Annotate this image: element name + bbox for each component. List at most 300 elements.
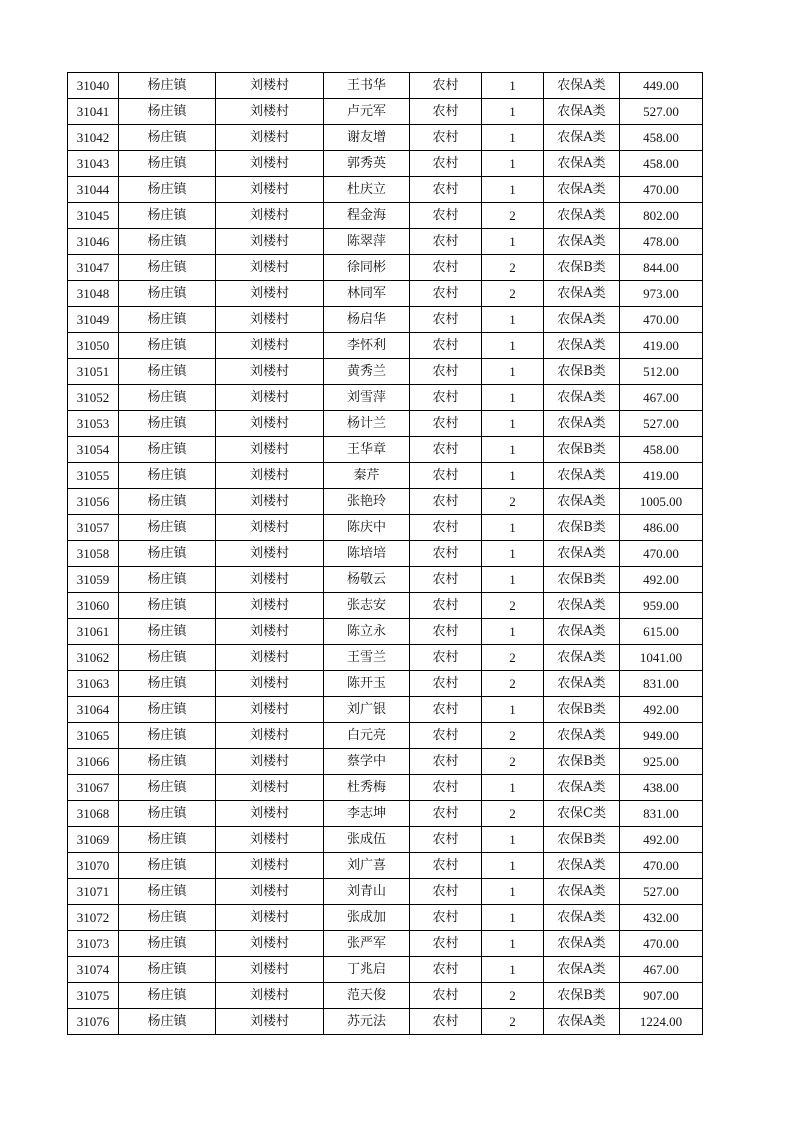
count-cell: 1: [482, 385, 544, 411]
town-cell: 杨庄镇: [119, 437, 216, 463]
area-cell: 农村: [410, 333, 482, 359]
category-cell: 农保A类: [544, 385, 620, 411]
id-cell: 31040: [68, 73, 119, 99]
id-cell: 31055: [68, 463, 119, 489]
amount-cell: 467.00: [620, 957, 703, 983]
village-cell: 刘楼村: [216, 99, 324, 125]
category-cell: 农保A类: [544, 853, 620, 879]
town-cell: 杨庄镇: [119, 645, 216, 671]
table-row: [68, 567, 703, 593]
town-cell: 杨庄镇: [119, 281, 216, 307]
category-cell: 农保A类: [544, 307, 620, 333]
name-cell: 杨敬云: [324, 567, 410, 593]
area-cell: 农村: [410, 983, 482, 1009]
area-cell: 农村: [410, 177, 482, 203]
area-cell: 农村: [410, 749, 482, 775]
town-cell: 杨庄镇: [119, 463, 216, 489]
name-cell: 杜秀梅: [324, 775, 410, 801]
area-cell: 农村: [410, 99, 482, 125]
category-cell: 农保A类: [544, 229, 620, 255]
amount-cell: 1005.00: [620, 489, 703, 515]
count-cell: 1: [482, 73, 544, 99]
town-cell: 杨庄镇: [119, 1009, 216, 1035]
village-cell: 刘楼村: [216, 177, 324, 203]
amount-cell: 419.00: [620, 333, 703, 359]
table-row: [68, 359, 703, 385]
area-cell: 农村: [410, 931, 482, 957]
town-cell: 杨庄镇: [119, 411, 216, 437]
category-cell: 农保A类: [544, 73, 620, 99]
town-cell: 杨庄镇: [119, 99, 216, 125]
id-cell: 31058: [68, 541, 119, 567]
area-cell: 农村: [410, 281, 482, 307]
village-cell: 刘楼村: [216, 359, 324, 385]
id-cell: 31056: [68, 489, 119, 515]
amount-cell: 486.00: [620, 515, 703, 541]
name-cell: 刘雪萍: [324, 385, 410, 411]
town-cell: 杨庄镇: [119, 827, 216, 853]
amount-cell: 949.00: [620, 723, 703, 749]
town-cell: 杨庄镇: [119, 723, 216, 749]
amount-cell: 1041.00: [620, 645, 703, 671]
name-cell: 张成伍: [324, 827, 410, 853]
id-cell: 31047: [68, 255, 119, 281]
count-cell: 1: [482, 125, 544, 151]
count-cell: 1: [482, 853, 544, 879]
town-cell: 杨庄镇: [119, 177, 216, 203]
village-cell: 刘楼村: [216, 437, 324, 463]
name-cell: 陈翠萍: [324, 229, 410, 255]
id-cell: 31068: [68, 801, 119, 827]
table-row: [68, 593, 703, 619]
amount-cell: 470.00: [620, 307, 703, 333]
table-row: [68, 177, 703, 203]
id-cell: 31070: [68, 853, 119, 879]
town-cell: 杨庄镇: [119, 255, 216, 281]
town-cell: 杨庄镇: [119, 333, 216, 359]
town-cell: 杨庄镇: [119, 125, 216, 151]
name-cell: 李怀利: [324, 333, 410, 359]
table-row: [68, 411, 703, 437]
town-cell: 杨庄镇: [119, 801, 216, 827]
amount-cell: 907.00: [620, 983, 703, 1009]
area-cell: 农村: [410, 697, 482, 723]
category-cell: 农保A类: [544, 905, 620, 931]
area-cell: 农村: [410, 645, 482, 671]
count-cell: 2: [482, 723, 544, 749]
area-cell: 农村: [410, 229, 482, 255]
name-cell: 杨计兰: [324, 411, 410, 437]
category-cell: 农保A类: [544, 645, 620, 671]
table-row: [68, 333, 703, 359]
category-cell: 农保A类: [544, 99, 620, 125]
count-cell: 2: [482, 645, 544, 671]
id-cell: 31042: [68, 125, 119, 151]
village-cell: 刘楼村: [216, 775, 324, 801]
id-cell: 31061: [68, 619, 119, 645]
table-row: [68, 73, 703, 99]
village-cell: 刘楼村: [216, 645, 324, 671]
amount-cell: 527.00: [620, 879, 703, 905]
name-cell: 陈立永: [324, 619, 410, 645]
area-cell: 农村: [410, 957, 482, 983]
name-cell: 刘广银: [324, 697, 410, 723]
area-cell: 农村: [410, 905, 482, 931]
amount-cell: 438.00: [620, 775, 703, 801]
category-cell: 农保A类: [544, 723, 620, 749]
category-cell: 农保A类: [544, 411, 620, 437]
table-row: [68, 671, 703, 697]
amount-cell: 512.00: [620, 359, 703, 385]
village-cell: 刘楼村: [216, 281, 324, 307]
id-cell: 31050: [68, 333, 119, 359]
id-cell: 31046: [68, 229, 119, 255]
category-cell: 农保C类: [544, 801, 620, 827]
category-cell: 农保B类: [544, 983, 620, 1009]
category-cell: 农保A类: [544, 333, 620, 359]
count-cell: 2: [482, 671, 544, 697]
count-cell: 1: [482, 515, 544, 541]
village-cell: 刘楼村: [216, 671, 324, 697]
area-cell: 农村: [410, 879, 482, 905]
count-cell: 2: [482, 801, 544, 827]
id-cell: 31052: [68, 385, 119, 411]
id-cell: 31073: [68, 931, 119, 957]
town-cell: 杨庄镇: [119, 671, 216, 697]
id-cell: 31048: [68, 281, 119, 307]
amount-cell: 831.00: [620, 801, 703, 827]
amount-cell: 470.00: [620, 177, 703, 203]
table-row: [68, 775, 703, 801]
name-cell: 陈培培: [324, 541, 410, 567]
table-row: [68, 879, 703, 905]
category-cell: 农保A类: [544, 671, 620, 697]
id-cell: 31043: [68, 151, 119, 177]
count-cell: 2: [482, 281, 544, 307]
count-cell: 1: [482, 333, 544, 359]
table-row: [68, 203, 703, 229]
id-cell: 31062: [68, 645, 119, 671]
area-cell: 农村: [410, 853, 482, 879]
amount-cell: 802.00: [620, 203, 703, 229]
category-cell: 农保A类: [544, 125, 620, 151]
count-cell: 1: [482, 437, 544, 463]
village-cell: 刘楼村: [216, 593, 324, 619]
category-cell: 农保A类: [544, 931, 620, 957]
count-cell: 2: [482, 983, 544, 1009]
table-row: [68, 957, 703, 983]
category-cell: 农保A类: [544, 463, 620, 489]
table-row: [68, 853, 703, 879]
name-cell: 卢元军: [324, 99, 410, 125]
town-cell: 杨庄镇: [119, 385, 216, 411]
amount-cell: 458.00: [620, 125, 703, 151]
count-cell: 2: [482, 489, 544, 515]
table-row: [68, 151, 703, 177]
category-cell: 农保A类: [544, 281, 620, 307]
amount-cell: 470.00: [620, 541, 703, 567]
category-cell: 农保A类: [544, 203, 620, 229]
name-cell: 张志安: [324, 593, 410, 619]
town-cell: 杨庄镇: [119, 749, 216, 775]
table-row: [68, 307, 703, 333]
count-cell: 2: [482, 593, 544, 619]
count-cell: 1: [482, 99, 544, 125]
village-cell: 刘楼村: [216, 515, 324, 541]
count-cell: 1: [482, 307, 544, 333]
area-cell: 农村: [410, 307, 482, 333]
category-cell: 农保A类: [544, 151, 620, 177]
count-cell: 1: [482, 827, 544, 853]
category-cell: 农保B类: [544, 567, 620, 593]
id-cell: 31049: [68, 307, 119, 333]
village-cell: 刘楼村: [216, 983, 324, 1009]
category-cell: 农保A类: [544, 619, 620, 645]
town-cell: 杨庄镇: [119, 697, 216, 723]
town-cell: 杨庄镇: [119, 489, 216, 515]
table-row: [68, 697, 703, 723]
town-cell: 杨庄镇: [119, 593, 216, 619]
name-cell: 程金海: [324, 203, 410, 229]
village-cell: 刘楼村: [216, 853, 324, 879]
id-cell: 31057: [68, 515, 119, 541]
category-cell: 农保B类: [544, 359, 620, 385]
table-row: [68, 723, 703, 749]
area-cell: 农村: [410, 1009, 482, 1035]
table-row: [68, 983, 703, 1009]
area-cell: 农村: [410, 671, 482, 697]
town-cell: 杨庄镇: [119, 931, 216, 957]
village-cell: 刘楼村: [216, 567, 324, 593]
town-cell: 杨庄镇: [119, 853, 216, 879]
table-row: [68, 463, 703, 489]
name-cell: 王华章: [324, 437, 410, 463]
area-cell: 农村: [410, 723, 482, 749]
area-cell: 农村: [410, 489, 482, 515]
name-cell: 白元亮: [324, 723, 410, 749]
amount-cell: 449.00: [620, 73, 703, 99]
town-cell: 杨庄镇: [119, 359, 216, 385]
amount-cell: 527.00: [620, 99, 703, 125]
town-cell: 杨庄镇: [119, 151, 216, 177]
village-cell: 刘楼村: [216, 203, 324, 229]
town-cell: 杨庄镇: [119, 515, 216, 541]
count-cell: 1: [482, 151, 544, 177]
town-cell: 杨庄镇: [119, 229, 216, 255]
area-cell: 农村: [410, 567, 482, 593]
area-cell: 农村: [410, 255, 482, 281]
id-cell: 31063: [68, 671, 119, 697]
count-cell: 1: [482, 541, 544, 567]
village-cell: 刘楼村: [216, 619, 324, 645]
village-cell: 刘楼村: [216, 385, 324, 411]
count-cell: 1: [482, 177, 544, 203]
id-cell: 31067: [68, 775, 119, 801]
village-cell: 刘楼村: [216, 801, 324, 827]
table-row: [68, 801, 703, 827]
category-cell: 农保B类: [544, 749, 620, 775]
area-cell: 农村: [410, 827, 482, 853]
amount-cell: 831.00: [620, 671, 703, 697]
count-cell: 1: [482, 411, 544, 437]
count-cell: 1: [482, 463, 544, 489]
amount-cell: 458.00: [620, 437, 703, 463]
id-cell: 31065: [68, 723, 119, 749]
id-cell: 31064: [68, 697, 119, 723]
table-row: [68, 905, 703, 931]
area-cell: 农村: [410, 125, 482, 151]
amount-cell: 959.00: [620, 593, 703, 619]
table-row: [68, 931, 703, 957]
village-cell: 刘楼村: [216, 489, 324, 515]
amount-cell: 419.00: [620, 463, 703, 489]
category-cell: 农保B类: [544, 697, 620, 723]
village-cell: 刘楼村: [216, 73, 324, 99]
amount-cell: 615.00: [620, 619, 703, 645]
table-row: [68, 541, 703, 567]
name-cell: 苏元法: [324, 1009, 410, 1035]
town-cell: 杨庄镇: [119, 957, 216, 983]
category-cell: 农保A类: [544, 489, 620, 515]
category-cell: 农保A类: [544, 957, 620, 983]
id-cell: 31072: [68, 905, 119, 931]
id-cell: 31076: [68, 1009, 119, 1035]
town-cell: 杨庄镇: [119, 983, 216, 1009]
id-cell: 31071: [68, 879, 119, 905]
amount-cell: 470.00: [620, 853, 703, 879]
table-row: [68, 645, 703, 671]
name-cell: 张艳玲: [324, 489, 410, 515]
amount-cell: 925.00: [620, 749, 703, 775]
table-row: [68, 515, 703, 541]
count-cell: 2: [482, 255, 544, 281]
name-cell: 张成加: [324, 905, 410, 931]
town-cell: 杨庄镇: [119, 567, 216, 593]
village-cell: 刘楼村: [216, 957, 324, 983]
name-cell: 刘青山: [324, 879, 410, 905]
name-cell: 郭秀英: [324, 151, 410, 177]
category-cell: 农保A类: [544, 177, 620, 203]
table-row: [68, 229, 703, 255]
category-cell: 农保B类: [544, 515, 620, 541]
village-cell: 刘楼村: [216, 151, 324, 177]
id-cell: 31075: [68, 983, 119, 1009]
area-cell: 农村: [410, 775, 482, 801]
count-cell: 1: [482, 567, 544, 593]
id-cell: 31051: [68, 359, 119, 385]
village-cell: 刘楼村: [216, 411, 324, 437]
town-cell: 杨庄镇: [119, 73, 216, 99]
amount-cell: 492.00: [620, 567, 703, 593]
count-cell: 1: [482, 359, 544, 385]
table-row: [68, 749, 703, 775]
town-cell: 杨庄镇: [119, 879, 216, 905]
amount-cell: 492.00: [620, 697, 703, 723]
amount-cell: 467.00: [620, 385, 703, 411]
village-cell: 刘楼村: [216, 125, 324, 151]
count-cell: 1: [482, 619, 544, 645]
table-body: [68, 73, 703, 1035]
amount-cell: 492.00: [620, 827, 703, 853]
table-row: [68, 619, 703, 645]
name-cell: 徐同彬: [324, 255, 410, 281]
category-cell: 农保A类: [544, 541, 620, 567]
count-cell: 1: [482, 697, 544, 723]
count-cell: 1: [482, 905, 544, 931]
name-cell: 林同军: [324, 281, 410, 307]
count-cell: 2: [482, 1009, 544, 1035]
amount-cell: 844.00: [620, 255, 703, 281]
amount-cell: 973.00: [620, 281, 703, 307]
id-cell: 31066: [68, 749, 119, 775]
village-cell: 刘楼村: [216, 749, 324, 775]
name-cell: 陈庆中: [324, 515, 410, 541]
table-row: [68, 255, 703, 281]
name-cell: 王雪兰: [324, 645, 410, 671]
count-cell: 1: [482, 229, 544, 255]
name-cell: 秦芹: [324, 463, 410, 489]
name-cell: 张严军: [324, 931, 410, 957]
category-cell: 农保A类: [544, 879, 620, 905]
table-row: [68, 99, 703, 125]
village-cell: 刘楼村: [216, 723, 324, 749]
table-row: [68, 1009, 703, 1035]
category-cell: 农保B类: [544, 255, 620, 281]
name-cell: 谢友增: [324, 125, 410, 151]
category-cell: 农保B类: [544, 437, 620, 463]
category-cell: 农保A类: [544, 775, 620, 801]
name-cell: 杜庆立: [324, 177, 410, 203]
town-cell: 杨庄镇: [119, 541, 216, 567]
village-cell: 刘楼村: [216, 697, 324, 723]
count-cell: 1: [482, 879, 544, 905]
village-cell: 刘楼村: [216, 1009, 324, 1035]
village-cell: 刘楼村: [216, 931, 324, 957]
count-cell: 1: [482, 931, 544, 957]
name-cell: 陈开玉: [324, 671, 410, 697]
area-cell: 农村: [410, 463, 482, 489]
table-row: [68, 125, 703, 151]
village-cell: 刘楼村: [216, 333, 324, 359]
name-cell: 蔡学中: [324, 749, 410, 775]
town-cell: 杨庄镇: [119, 619, 216, 645]
category-cell: 农保B类: [544, 827, 620, 853]
town-cell: 杨庄镇: [119, 307, 216, 333]
town-cell: 杨庄镇: [119, 775, 216, 801]
area-cell: 农村: [410, 73, 482, 99]
area-cell: 农村: [410, 515, 482, 541]
name-cell: 杨启华: [324, 307, 410, 333]
village-cell: 刘楼村: [216, 905, 324, 931]
amount-cell: 458.00: [620, 151, 703, 177]
village-cell: 刘楼村: [216, 229, 324, 255]
count-cell: 1: [482, 775, 544, 801]
amount-cell: 527.00: [620, 411, 703, 437]
category-cell: 农保A类: [544, 1009, 620, 1035]
id-cell: 31060: [68, 593, 119, 619]
id-cell: 31059: [68, 567, 119, 593]
amount-cell: 478.00: [620, 229, 703, 255]
village-cell: 刘楼村: [216, 307, 324, 333]
area-cell: 农村: [410, 437, 482, 463]
village-cell: 刘楼村: [216, 879, 324, 905]
id-cell: 31074: [68, 957, 119, 983]
amount-cell: 470.00: [620, 931, 703, 957]
area-cell: 农村: [410, 151, 482, 177]
id-cell: 31045: [68, 203, 119, 229]
village-cell: 刘楼村: [216, 827, 324, 853]
table-row: [68, 385, 703, 411]
